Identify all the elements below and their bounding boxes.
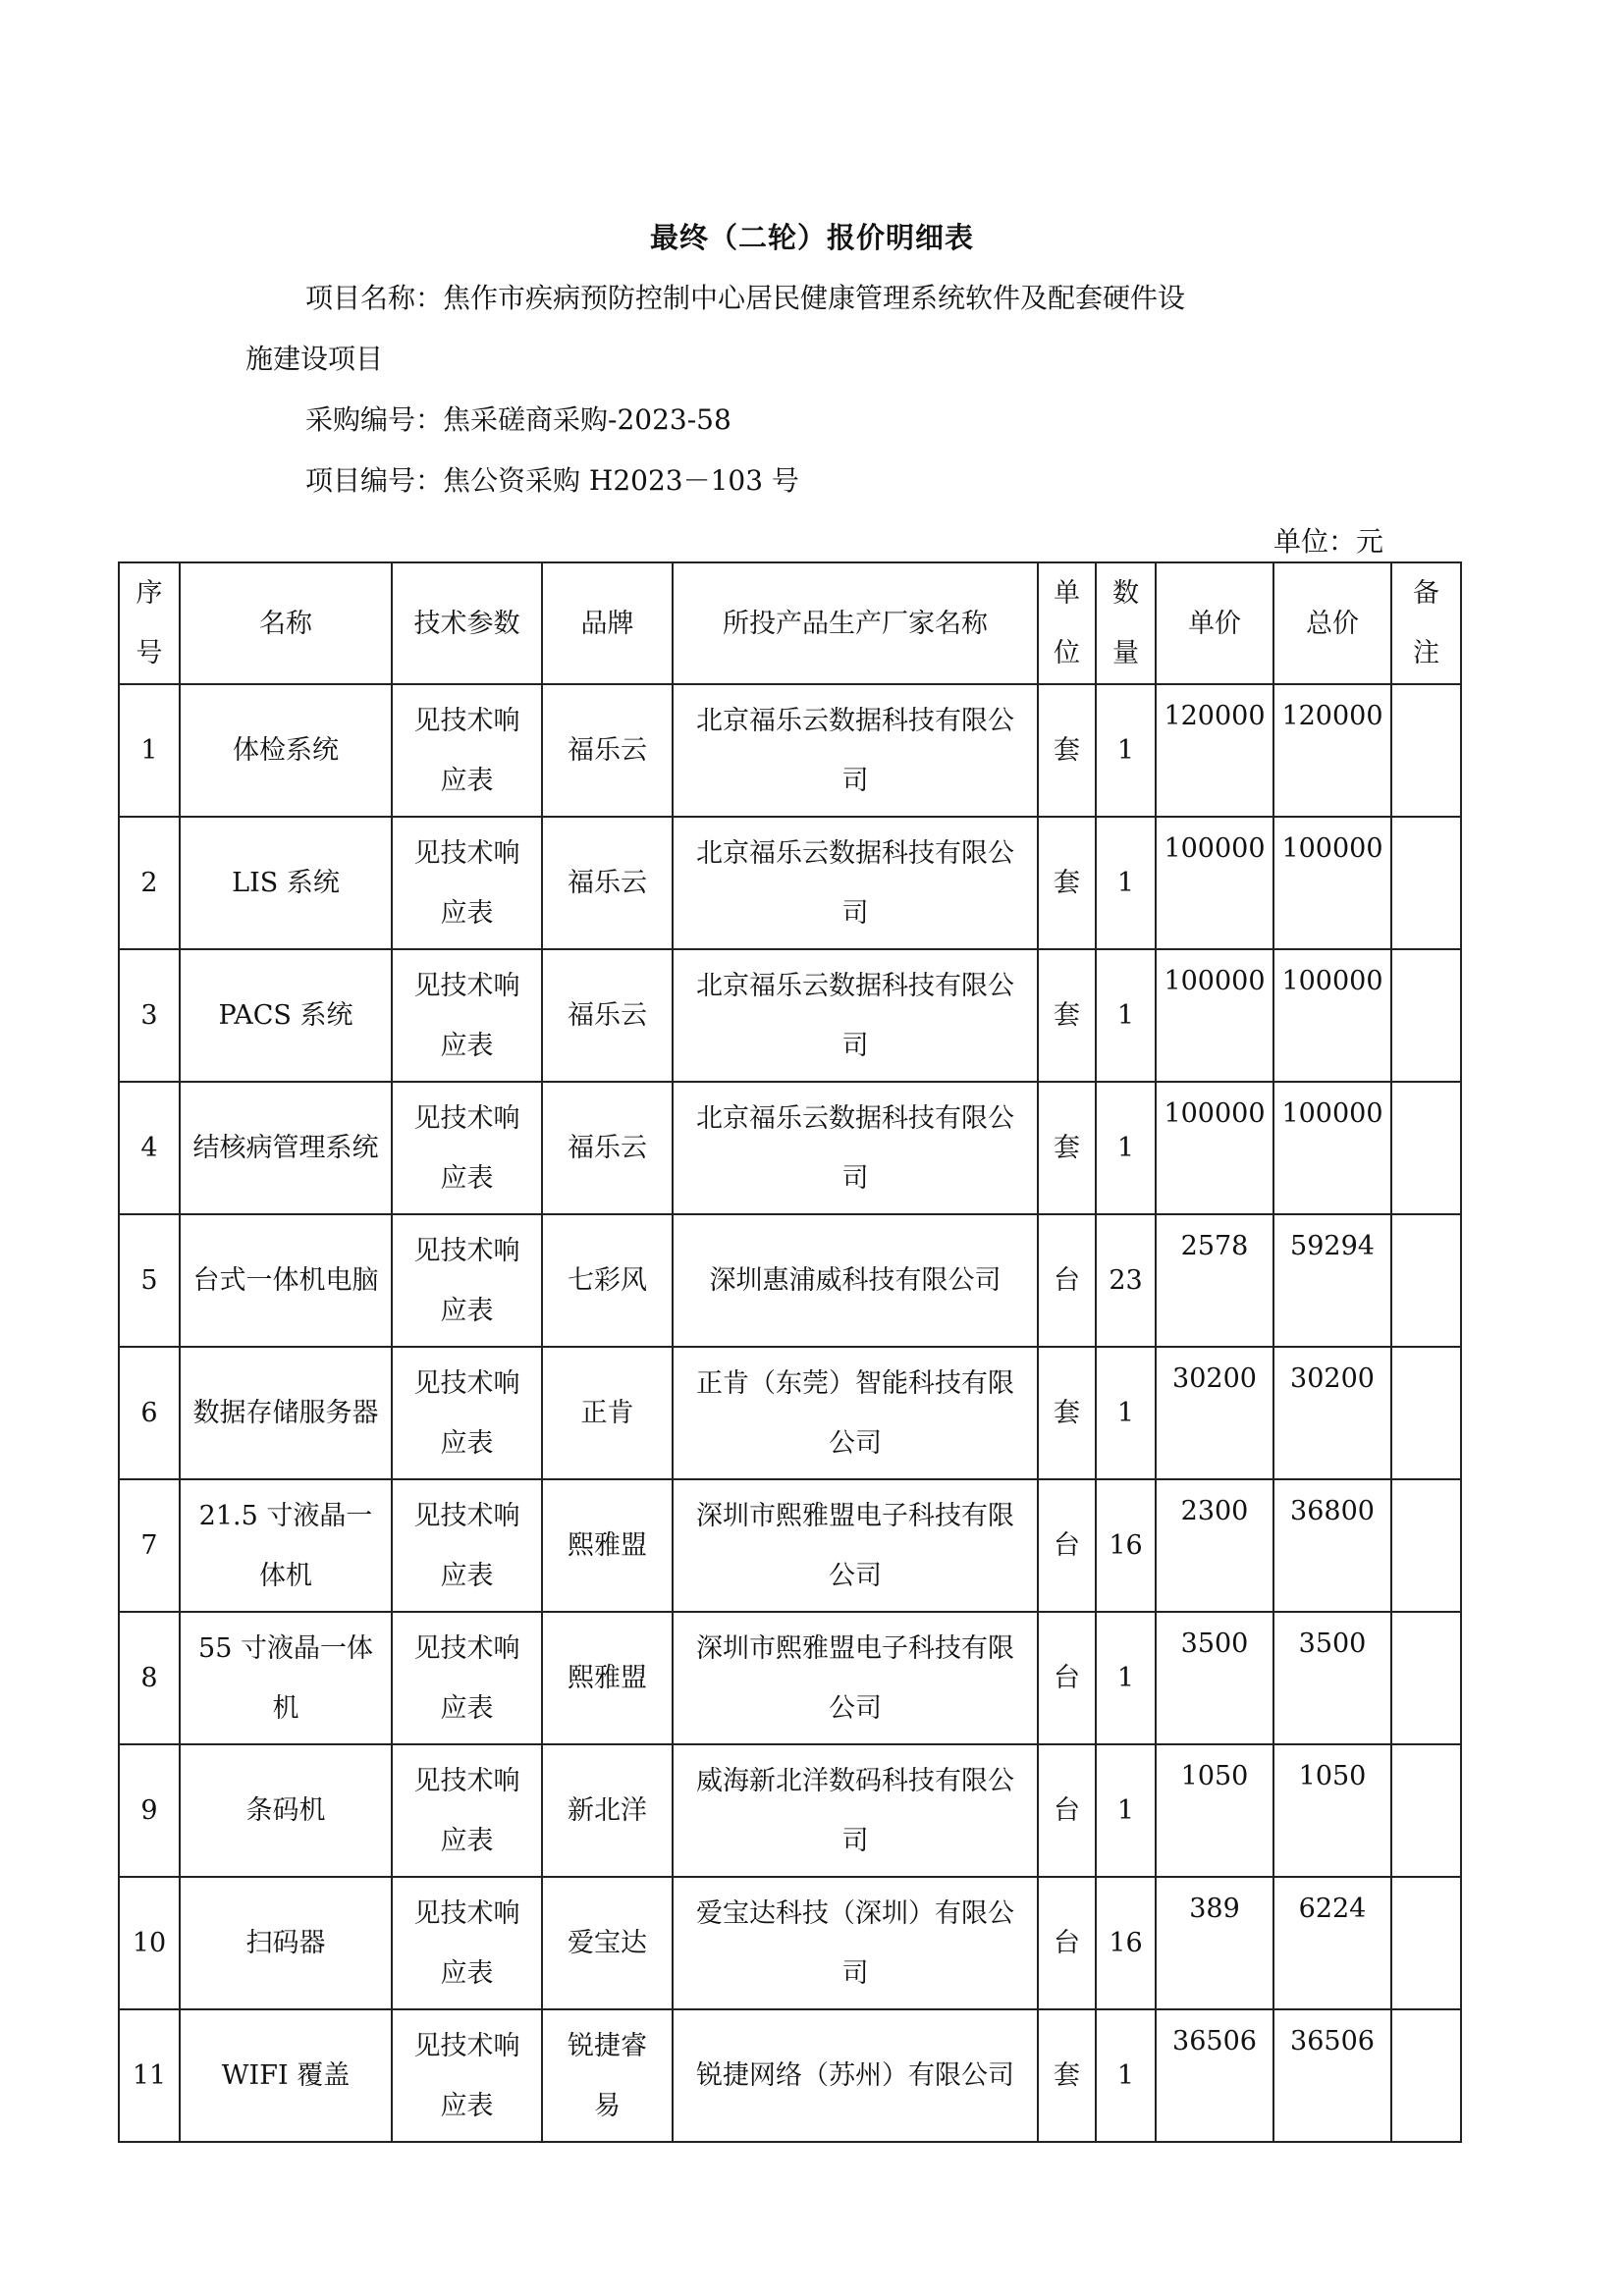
cell-qty: 23 [1096,1214,1156,1347]
cell-tech: 见技术响应表 [392,2009,542,2142]
cell-unit: 台 [1038,1479,1096,1612]
cell-total: 36800 [1273,1479,1391,1612]
header-price: 单价 [1156,562,1273,684]
cell-seq: 11 [119,2009,180,2142]
cell-note [1391,2009,1461,2142]
header-seq: 序号 [119,562,180,684]
cell-seq: 6 [119,1347,180,1479]
cell-unit: 台 [1038,1877,1096,2009]
table-row [119,684,1461,817]
cell-tech: 见技术响应表 [392,1877,542,2009]
cell-total: 6224 [1273,1877,1391,2009]
cell-maker: 北京福乐云数据科技有限公司 [673,1082,1038,1214]
cell-note [1391,684,1461,817]
cell-name: 结核病管理系统 [180,1082,392,1214]
cell-total: 1050 [1273,1744,1391,1877]
cell-note [1391,1214,1461,1347]
cell-qty: 1 [1096,1612,1156,1744]
cell-seq: 9 [119,1744,180,1877]
cell-name: 体检系统 [180,684,392,817]
cell-qty: 1 [1096,1347,1156,1479]
cell-name: 扫码器 [180,1877,392,2009]
cell-brand: 福乐云 [542,1082,673,1214]
cell-qty: 16 [1096,1479,1156,1612]
table-row [119,1612,1461,1744]
cell-seq: 8 [119,1612,180,1744]
table-row [119,2009,1461,2142]
cell-seq: 1 [119,684,180,817]
cell-unit: 台 [1038,1744,1096,1877]
cell-name: PACS 系统 [180,949,392,1082]
cell-tech: 见技术响应表 [392,1744,542,1877]
cell-qty: 1 [1096,1744,1156,1877]
cell-price: 2578 [1156,1214,1273,1347]
header-unit: 单位 [1038,562,1096,684]
purchase-number: 采购编号：焦采磋商采购-2023-58 [305,403,731,436]
header-maker: 所投产品生产厂家名称 [673,562,1038,684]
cell-brand: 福乐云 [542,949,673,1082]
table-row [119,1744,1461,1877]
cell-tech: 见技术响应表 [392,1082,542,1214]
table-row [119,1214,1461,1347]
header-qty: 数量 [1096,562,1156,684]
cell-name: 21.5 寸液晶一体机 [180,1479,392,1612]
cell-price: 389 [1156,1877,1273,2009]
cell-note [1391,817,1461,949]
cell-tech: 见技术响应表 [392,684,542,817]
cell-note [1391,1877,1461,2009]
cell-maker: 威海新北洋数码科技有限公司 [673,1744,1038,1877]
cell-price: 100000 [1156,949,1273,1082]
document-title: 最终（二轮）报价明细表 [649,221,974,254]
cell-brand: 福乐云 [542,684,673,817]
cell-brand: 七彩风 [542,1214,673,1347]
cell-tech: 见技术响应表 [392,949,542,1082]
project-name-line1: 项目名称：焦作市疾病预防控制中心居民健康管理系统软件及配套硬件设 [305,282,1186,314]
cell-tech: 见技术响应表 [392,817,542,949]
cell-maker: 深圳惠浦威科技有限公司 [673,1214,1038,1347]
cell-seq: 2 [119,817,180,949]
cell-brand: 正肯 [542,1347,673,1479]
cell-qty: 1 [1096,817,1156,949]
quote-table [118,561,1462,2143]
cell-qty: 1 [1096,1082,1156,1214]
cell-tech: 见技术响应表 [392,1479,542,1612]
cell-qty: 1 [1096,684,1156,817]
cell-price: 1050 [1156,1744,1273,1877]
cell-total: 30200 [1273,1347,1391,1479]
cell-total: 59294 [1273,1214,1391,1347]
table-row [119,817,1461,949]
cell-unit: 套 [1038,817,1096,949]
cell-brand: 锐捷睿易 [542,2009,673,2142]
cell-total: 3500 [1273,1612,1391,1744]
table-row [119,1347,1461,1479]
cell-total: 36506 [1273,2009,1391,2142]
cell-maker: 正肯（东莞）智能科技有限公司 [673,1347,1038,1479]
cell-price: 36506 [1156,2009,1273,2142]
cell-total: 120000 [1273,684,1391,817]
cell-tech: 见技术响应表 [392,1214,542,1347]
cell-name: LIS 系统 [180,817,392,949]
cell-tech: 见技术响应表 [392,1612,542,1744]
cell-note [1391,949,1461,1082]
cell-price: 120000 [1156,684,1273,817]
cell-note [1391,1347,1461,1479]
cell-total: 100000 [1273,817,1391,949]
table-header-row [119,562,1461,684]
table-row [119,1082,1461,1214]
cell-brand: 新北洋 [542,1744,673,1877]
cell-unit: 台 [1038,1612,1096,1744]
table-row [119,949,1461,1082]
cell-name: WIFI 覆盖 [180,2009,392,2142]
cell-tech: 见技术响应表 [392,1347,542,1479]
cell-maker: 深圳市熙雅盟电子科技有限公司 [673,1479,1038,1612]
project-number: 项目编号：焦公资采购 H2023－103 号 [305,464,799,497]
cell-maker: 北京福乐云数据科技有限公司 [673,684,1038,817]
cell-note [1391,1612,1461,1744]
cell-seq: 4 [119,1082,180,1214]
cell-note [1391,1479,1461,1612]
cell-brand: 熙雅盟 [542,1479,673,1612]
header-brand: 品牌 [542,562,673,684]
table-row [119,1479,1461,1612]
header-name: 名称 [180,562,392,684]
cell-name: 台式一体机电脑 [180,1214,392,1347]
cell-unit: 套 [1038,1082,1096,1214]
cell-total: 100000 [1273,949,1391,1082]
cell-seq: 10 [119,1877,180,2009]
cell-seq: 3 [119,949,180,1082]
cell-maker: 爱宝达科技（深圳）有限公司 [673,1877,1038,2009]
table-row [119,1877,1461,2009]
cell-brand: 福乐云 [542,817,673,949]
cell-name: 55 寸液晶一体机 [180,1612,392,1744]
cell-price: 2300 [1156,1479,1273,1612]
cell-unit: 套 [1038,949,1096,1082]
cell-maker: 锐捷网络（苏州）有限公司 [673,2009,1038,2142]
cell-maker: 北京福乐云数据科技有限公司 [673,817,1038,949]
cell-unit: 套 [1038,2009,1096,2142]
cell-price: 100000 [1156,817,1273,949]
project-name-line2: 施建设项目 [245,343,384,375]
cell-total: 100000 [1273,1082,1391,1214]
cell-brand: 熙雅盟 [542,1612,673,1744]
cell-unit: 套 [1038,684,1096,817]
cell-unit: 台 [1038,1214,1096,1347]
cell-seq: 7 [119,1479,180,1612]
cell-seq: 5 [119,1214,180,1347]
header-total: 总价 [1273,562,1391,684]
cell-unit: 套 [1038,1347,1096,1479]
cell-qty: 1 [1096,2009,1156,2142]
cell-price: 100000 [1156,1082,1273,1214]
cell-price: 3500 [1156,1612,1273,1744]
cell-maker: 北京福乐云数据科技有限公司 [673,949,1038,1082]
currency-unit: 单位：元 [1273,525,1384,558]
cell-note [1391,1082,1461,1214]
cell-name: 条码机 [180,1744,392,1877]
cell-qty: 16 [1096,1877,1156,2009]
cell-name: 数据存储服务器 [180,1347,392,1479]
cell-qty: 1 [1096,949,1156,1082]
cell-price: 30200 [1156,1347,1273,1479]
header-note: 备注 [1391,562,1461,684]
header-tech: 技术参数 [392,562,542,684]
cell-note [1391,1744,1461,1877]
cell-maker: 深圳市熙雅盟电子科技有限公司 [673,1612,1038,1744]
cell-brand: 爱宝达 [542,1877,673,2009]
